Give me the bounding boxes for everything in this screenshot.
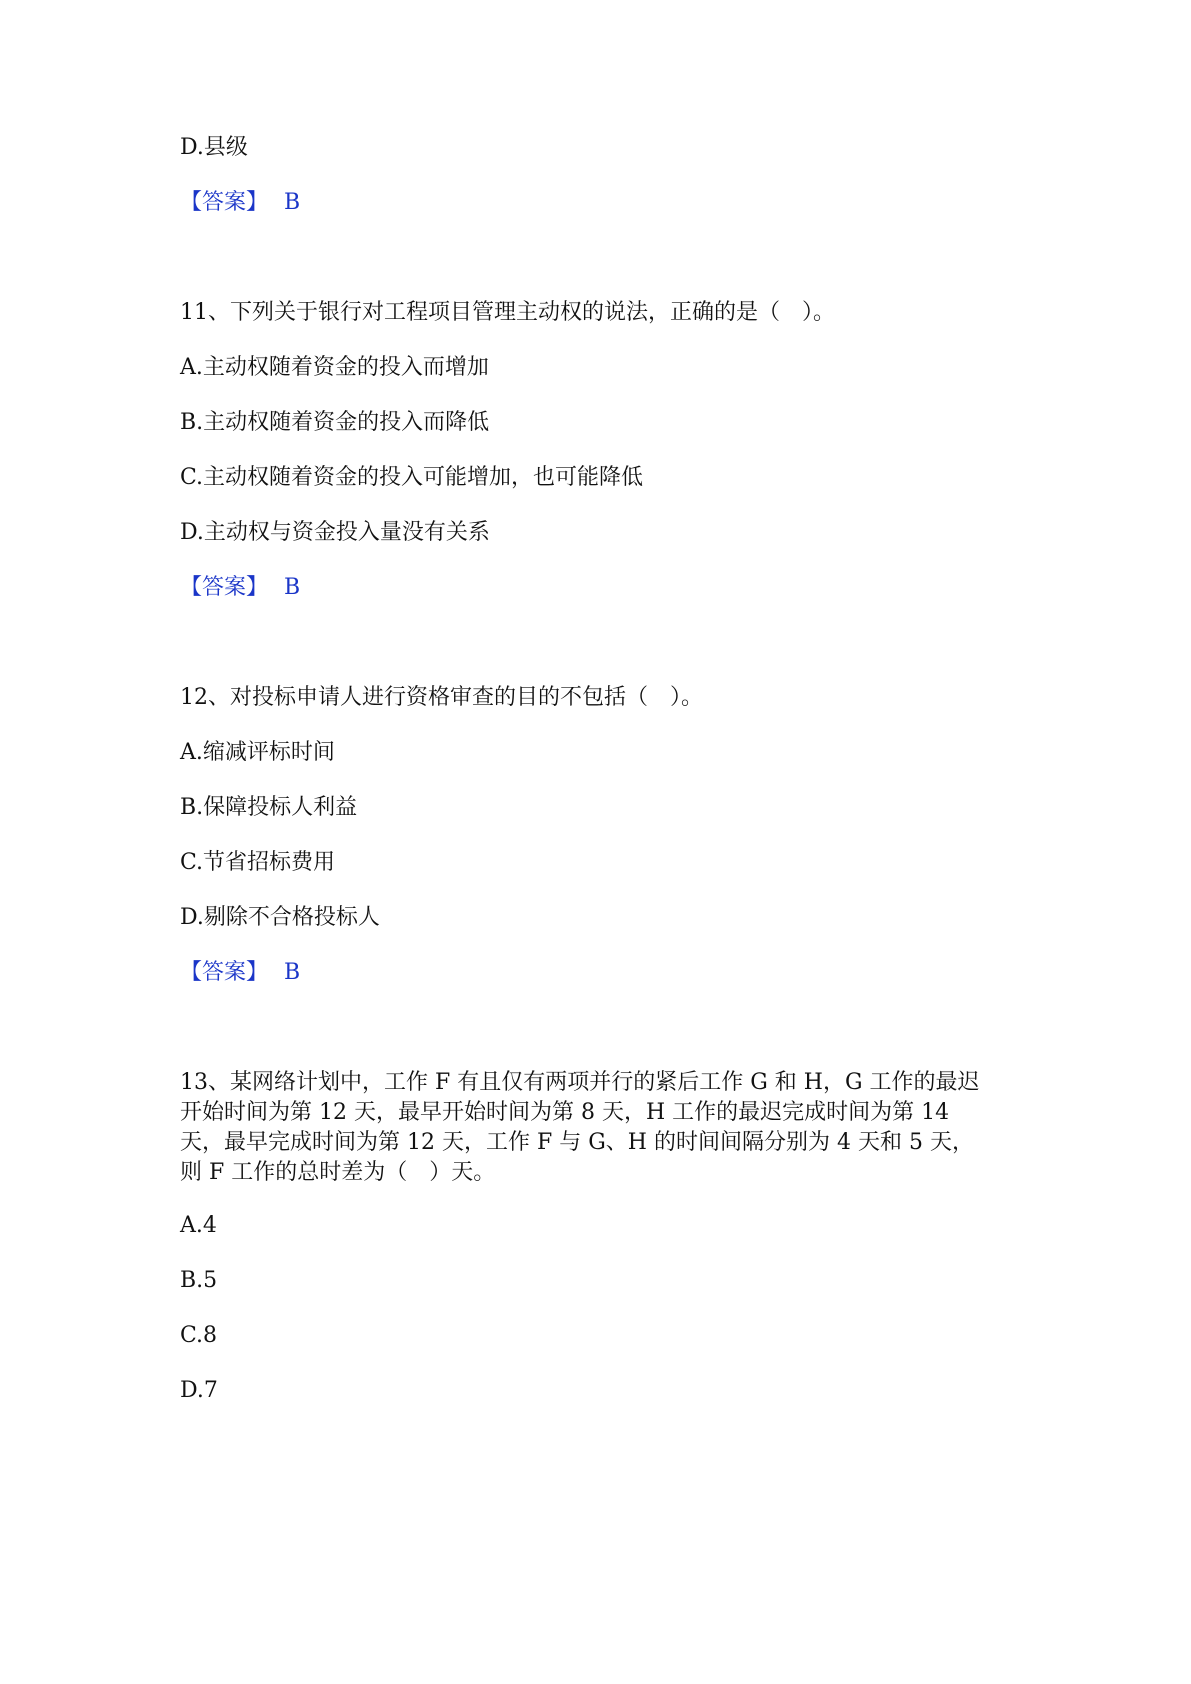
q13-stem-line: 13、某网络计划中，工作 F 有且仅有两项并行的紧后工作 G 和 H，G 工作的最迟 (180, 1070, 980, 1095)
q12-option-b: B.保障投标人利益 (180, 795, 358, 820)
q11-option-b: B.主动权随着资金的投入而降低 (180, 410, 490, 435)
answer-value: B (284, 575, 301, 600)
q12-option-a: A.缩减评标时间 (180, 740, 335, 765)
q13-stem-line: 则 F 工作的总时差为（ ）天。 (180, 1160, 496, 1185)
q11-option-a: A.主动权随着资金的投入而增加 (180, 355, 489, 380)
q13-option-b: B.5 (180, 1268, 218, 1293)
q12-answer (180, 958, 300, 988)
q13-option-d: D.7 (180, 1378, 218, 1403)
answer-label: 【答案】 (180, 190, 269, 215)
answer-value: B (284, 190, 301, 215)
q12-option-c: C.节省招标费用 (180, 850, 336, 875)
answer-value: B (284, 960, 301, 985)
q13-option-a: A.4 (180, 1213, 217, 1238)
q10-answer (180, 188, 300, 218)
q11-option-c: C.主动权随着资金的投入可能增加，也可能降低 (180, 465, 644, 490)
q13-stem (180, 1068, 1030, 1188)
answer-label: 【答案】 (180, 960, 269, 985)
q10-option-d: D.县级 (180, 135, 248, 160)
answer-label: 【答案】 (180, 575, 269, 600)
q12-stem: 12、对投标申请人进行资格审查的目的不包括（ ）。 (180, 685, 703, 710)
q13-stem-line: 开始时间为第 12 天，最早开始时间为第 8 天，H 工作的最迟完成时间为第 14 (180, 1100, 950, 1125)
q13-stem-line: 天，最早完成时间为第 12 天，工作 F 与 G、H 的时间间隔分别为 4 天和 5 天， (180, 1130, 974, 1155)
q12-option-d: D.剔除不合格投标人 (180, 905, 380, 930)
q11-stem: 11、下列关于银行对工程项目管理主动权的说法，正确的是（ ）。 (180, 300, 835, 325)
q11-answer (180, 573, 300, 603)
q13-option-c: C.8 (180, 1323, 218, 1348)
q11-option-d: D.主动权与资金投入量没有关系 (180, 520, 490, 545)
